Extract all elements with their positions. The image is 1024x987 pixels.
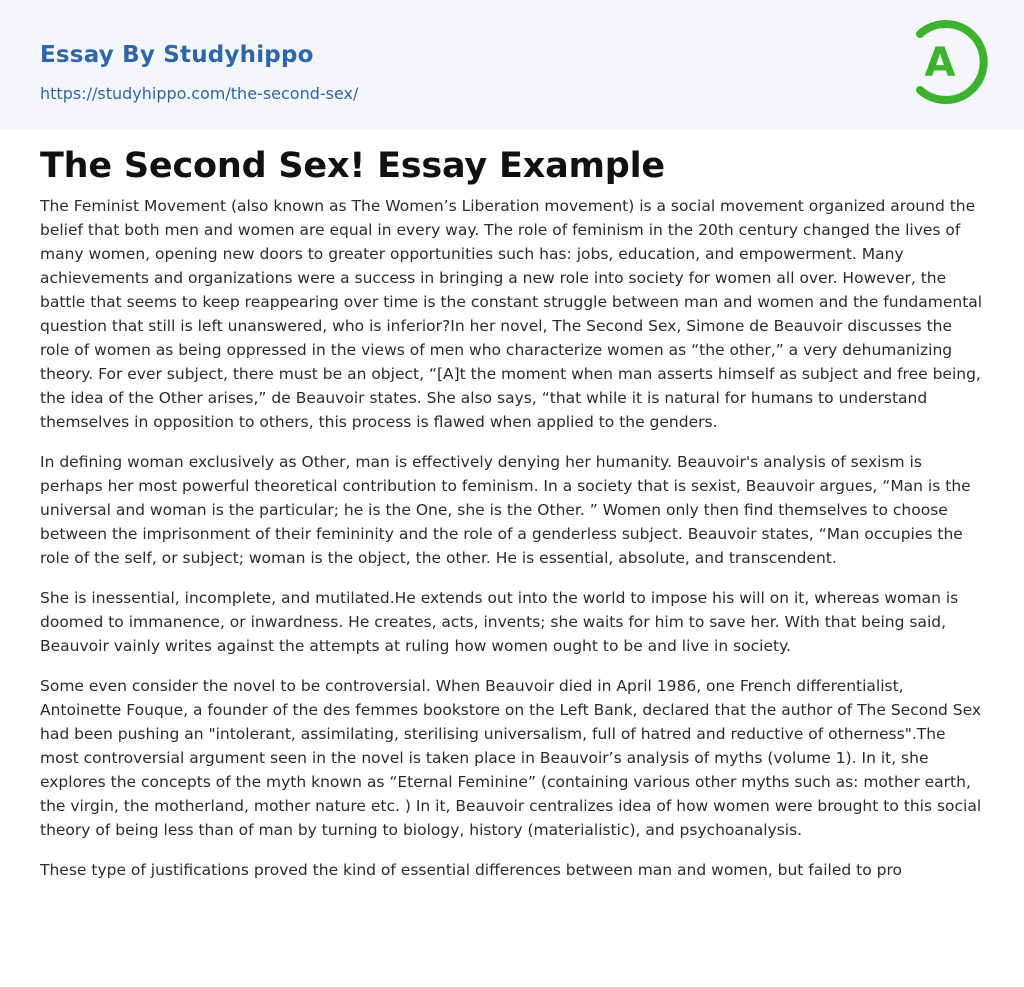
essay-paragraph: She is inessential, incomplete, and mutilated.He extends out into the world to impose his will on it, whereas woman is doomed to immanence, or inwardness. He creates, acts, invents; she waits for him to save her. With that being said, Beauvoir vainly writes against the attempts at ruling how women ought to be and live in society. [40,589,959,655]
logo-letter: A [924,40,956,86]
essay-title: The Second Sex! Essay Example [40,146,665,186]
grade-a-circle-icon[interactable] [904,18,988,106]
logo-graphic [904,18,988,106]
brand-name[interactable]: Essay By Studyhippo [40,42,314,68]
essay-body [40,194,986,898]
essay-paragraph: In defining woman exclusively as Other, man is effectively denying her humanity. Beauvoir's analysis of sexism is perhaps her most powerful theoretical contribution to feminism. In a society that is sexist, Beauvoir argues, “Man is the universal and woman is the particular; he is the One, she is the Other. ” Women only then find themselves to choose between the imprisonment of their femininity and the role of a genderless subject. Beauvoir states, “Man occupies the role of the self, or subject; woman is the object, the other. He is essential, absolute, and transcendent. [40,453,971,567]
essay-paragraph-truncated: These type of justifications proved the kind of essential differences between man and women, but failed to pro [40,861,902,879]
essay-paragraph: Some even consider the novel to be controversial. When Beauvoir died in April 1986, one French differentialist, Antoinette Fouque, a founder of the des femmes bookstore on the Left Bank, declared that the author of The Second Sex had been pushing an "intolerant, assimilating, sterilising universalism, full of hatred and reductive of otherness".The most controversial argument seen in the novel is taken place in Beauvoir’s analysis of myths (volume 1). In it, she explores the concepts of the myth known as “Eternal Feminine” (containing various other myths such as: mother earth, the virgin, the motherland, mother nature etc. ) In it, Beauvoir centralizes idea of how women were brought to this social theory of being less than of man by turning to biology, history (materialistic), and psychoanalysis. [40,677,982,839]
site-header [0,0,1024,129]
essay-url-link[interactable]: https://studyhippo.com/the-second-sex/ [40,84,359,103]
essay-paragraph: The Feminist Movement (also known as The Women’s Liberation movement) is a social movement organized around the belief that both men and women are equal in every way. The role of feminism in the 20th century changed the lives of many women, opening new doors to greater opportunities such has: jobs, education, and empowerment. Many achievements and organizations were a success in bringing a new role into society for women all over. However, the battle that seems to keep reappearing over time is the constant struggle between man and women and the fundamental question that still is left unanswered, who is inferior?In her novel, The Second Sex, Simone de Beauvoir discusses the role of women as being oppressed in the views of men who characterize women as “the other,” a very dehumanizing theory. For ever subject, there must be an object, “[A]t the moment when man asserts himself as subject and free being, the idea of the Other arises,” de Beauvoir states. She also says, “that while it is natural for humans to understand themselves in opposition to others, this process is flawed when applied to the genders. [40,197,983,431]
